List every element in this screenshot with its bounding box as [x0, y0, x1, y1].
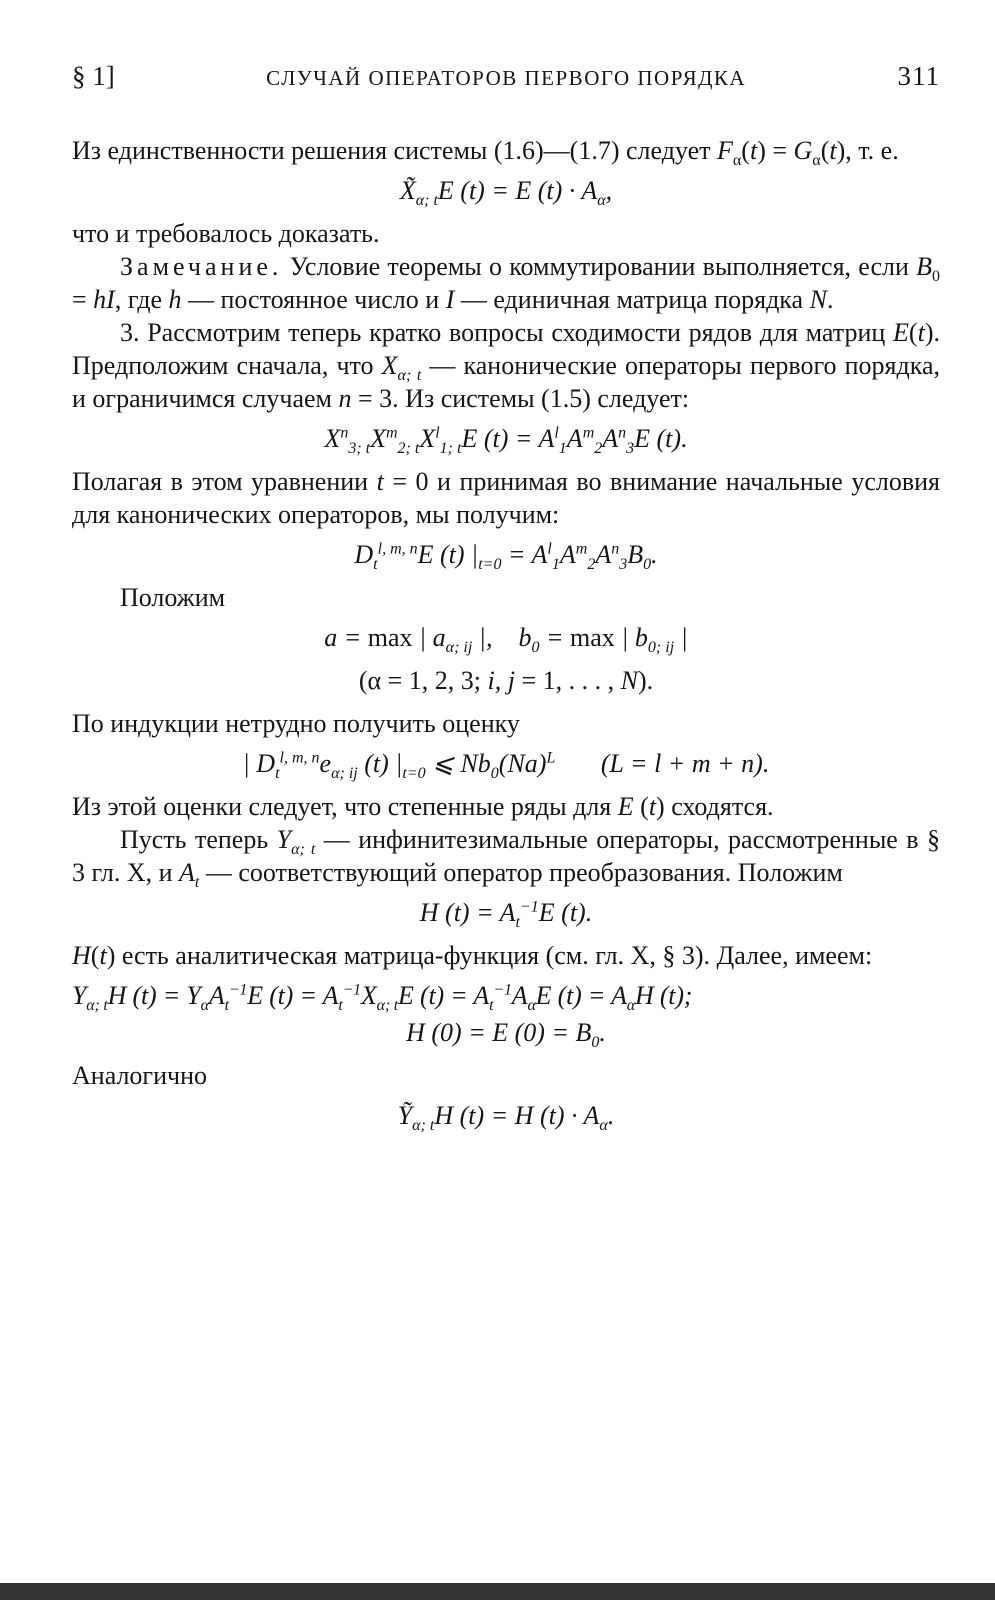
paragraph-analytic: H(t) есть аналитическая матрица-функция (см. гл. X, § 3). Далее, имеем:	[72, 941, 873, 970]
paragraph-let: Положим	[120, 583, 226, 612]
equation-7: H $(t) = A_t^{-1}E$ (t).	[419, 898, 593, 932]
equation-6: | $D_t^{l, m, n}e_{\alpha; ij}$ (t) $|_{t=0}$ ⩽ $Nb_0(Na)^L$ (L = l + m + n).	[242, 749, 770, 783]
book-page	[72, 60, 940, 1560]
equation-5: (α = 1, 2, 3; i, j = 1, . . . , N).	[358, 666, 654, 695]
header-title: СЛУЧАЙ ОПЕРАТОРОВ ПЕРВОГО ПОРЯДКА	[266, 66, 747, 90]
paragraph-initial-conditions: Полагая в этом уравнении t = 0 и принимая во внимание начальные условия для канонических операторов, мы получим:	[72, 467, 940, 529]
running-header	[72, 60, 940, 104]
equation-9: H (0) = E $(0) = B_0$.	[406, 1018, 606, 1052]
paragraph-power-series: Из этой оценки следует, что степенные ряды для E (t) сходятся.	[72, 792, 774, 821]
paragraph-induction: По индукции нетрудно получить оценку	[72, 709, 520, 738]
equation-1: $X̃_{\alpha; t}E$ (t) = E $(t) \cdot A_\alpha$,	[399, 176, 613, 210]
equation-4: a = max | $a_{\alpha; ij}$ |, $b_0 = \max$ | $b_{0; ij}$ |	[324, 623, 688, 657]
paragraph-uniqueness: Из единственности решения системы (1.6)—(1.7) следует $F_\alpha(t) = G_\alpha(t)$, т. е.	[72, 136, 899, 170]
paragraph-infinitesimal: Пусть теперь $Y_{\alpha; t}$ — инфинитезимальные операторы, рассмотренные в § 3 гл. X, и $A_t$ — соответствующий оператор преобразования. Положим	[72, 825, 941, 892]
paragraph-qed: что и требовалось доказать.	[72, 219, 380, 248]
paragraph-similarly: Аналогично	[72, 1061, 208, 1090]
paragraph-remark: Замечание. Условие теоремы о коммутировании выполняется, если $B_0$ = hI, где h — постоянное число и I — единичная матрица порядка N.	[72, 252, 940, 314]
remark-label: Замечание.	[120, 252, 283, 281]
equation-2: $X^n_{3; t}X^m_{2; t}X^l_{1; t}E$ $(t) = A^l_1A^m_2A^n_3E$ (t).	[324, 424, 688, 458]
header-section: § 1]	[72, 61, 115, 91]
equation-3: $D_t^{l, m, n}E$ (t) $|_{t=0} = A^l_1A^m_2A^n_3B_0$.	[354, 540, 658, 574]
page-number: 311	[897, 61, 940, 91]
equation-8: $Y_{\alpha; t}H$ $(t) = Y_\alpha A_t^{-1}E$ $(t) = A_t^{-1}X_{\alpha; t}E$ $(t) = A_t^{-1}A_\alpha E$ $(t) = A_\alpha H$ (t);	[72, 981, 693, 1015]
scan-bottom-edge	[0, 1583, 995, 1600]
equation-10: Ỹ$_{\alpha; t}$H (t) = H $(t) \cdot A_\alpha$.	[397, 1101, 615, 1135]
paragraph-convergence: 3. Рассмотрим теперь кратко вопросы сходимости рядов для матриц E(t). Предположим сначала, что $X_{\alpha; t}$ — канонические операторы первого порядка, и ограничимся случаем n = 3. Из системы (1.5) следует:	[72, 318, 941, 413]
